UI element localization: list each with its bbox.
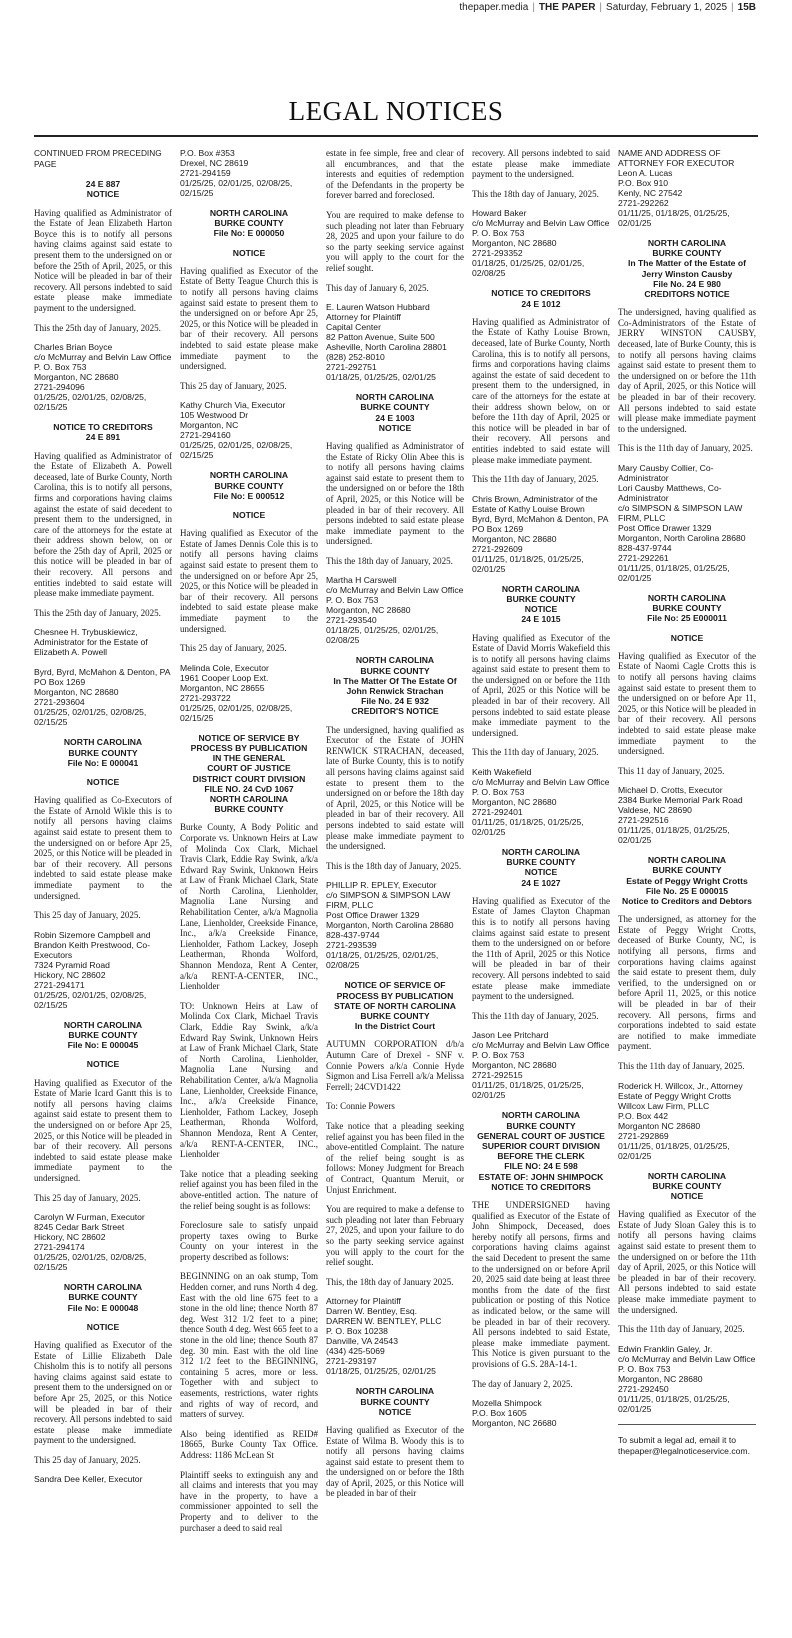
column-1: [34, 148, 172, 1623]
notice-signature: Martha H Carswell c/o McMurray and Belvin Law Office P. O. Box 753 Morganton, NC 28680 2721-293540 01/18/25, 01/25/25, 02/01/25, 02/08/25: [326, 575, 464, 646]
column-4: [472, 148, 610, 1623]
notice-signature: NAME AND ADDRESS OF ATTORNEY FOR EXECUTOR Leon A. Lucas P.O. Box 910 Kenly, NC 27542 2721-292262 01/11/25, 01/18/25, 01/25/25, 02/01/25: [618, 148, 735, 228]
notice-signature: Charles Brian Boyce c/o McMurray and Belvin Law Office P. O. Box 753 Morganton, NC 28680 2721-294096 01/25/25, 02/01/25, 02/08/25, 02/15/25: [34, 342, 172, 413]
notice-signature: Chris Brown, Administrator of the Estate of Kathy Louise Brown Byrd, Byrd, McMahon & Denton, PA PO Box 1269 Morganton, NC 28680 2721-292609 01/11/25, 01/18/25, 01/25/25, 02/01/25: [472, 493, 609, 574]
notice-paragraph: Having qualified as Administrator of the Estate of Kathy Louise Brown, deceased, late of Burke County, North Carolina, this is to notify all persons, firms and corporations having claims against the estate of said decedent to present them to the undersigned, in care of the attorneys for the estate at their address shown below, on or before the 11th day of April, 2025 or this notice will be pleaded in bar of their recovery. All persons and entities indebted to said estate will please make immediate payment.: [472, 316, 610, 465]
continued-label: CONTINUED FROM PRECEDING PAGE: [34, 148, 162, 169]
notice-heading: NORTH CAROLINA BURKE COUNTY File No: E 000050: [209, 208, 289, 239]
notice-heading: NORTH CAROLINA BURKE COUNTY GENERAL COURT OF JUSTICE SUPERIOR COURT DIVISION BEFORE THE CLERK FILE NO: 24 E 598 ESTATE OF: JOHN SHIMPOCK NOTICE TO CREDITORS: [477, 1110, 605, 1192]
notice-paragraph: This day of January 6, 2025.: [326, 282, 429, 293]
notice-heading: NORTH CAROLINA BURKE COUNTY File No: 25 E000011: [647, 592, 727, 624]
notice-paragraph: This is the 11th day of January, 2025.: [618, 443, 753, 454]
notice-paragraph: This the 11th day of January, 2025.: [472, 1010, 599, 1021]
notice-paragraph: Having qualified as Executor of the Estate of Marie Icard Gantt this is to notify all persons having claims against said estate to present them to the undersigned on or before Apr 25, 2025, or this Notice will be pleaded in bar of their recovery. All persons indebted to said estate please make immediate payment to the undersigned.: [34, 1077, 172, 1183]
notice-paragraph: You are required to make defense to such pleading not later than February 28, 2025 and upon your failure to do so the party seeking service against you will apply to the court for the relief sought.: [326, 209, 464, 273]
notice-signature: E. Lauren Watson Hubbard Attorney for Plaintiff Capital Center 82 Patton Avenue, Suite 500 Asheville, North Carolina 28801 (828) 252-8010 2721-292751 01/18/25, 01/25/25, 02/01/25: [326, 302, 447, 383]
notice-paragraph: Having qualified as Administrator of the Estate of Elizabeth A. Powell deceased, late of Burke County, North Carolina, this is to notify all persons, firms and corporations having claims against the estate of said decedent to present them to the undersigned, in care of the attorneys for the estate at their address shown below, on or before the 25th day of April, 2025 or this notice will be pleaded in bar of their recovery. All persons and entities indebted to said estate will please make immediate payment.: [34, 450, 172, 599]
notice-paragraph: To: Connie Powers: [326, 1101, 395, 1112]
notice-paragraph: This the 11th day of January, 2025.: [618, 1061, 745, 1072]
notice-paragraph: Having qualified as Executor of the Estate of Naomi Cagle Crotts this is to notify all persons having claims against said estate to present them to the undersigned on or before Apr 11, 2025, or this Notice will be pleaded in bar of their recovery. All persons indebted to said estate please make immediate payment to the undersigned.: [618, 650, 756, 757]
notice-paragraph: Having qualified as Executor of the Estate of David Morris Wakefield this is to notify all persons having claims against said estate to present them to the undersigned on or before the 11th of April, 2025 or this Notice will be pleaded in bar of their recovery. All persons indebted to said estate please make immediate payment to the undersigned.: [472, 632, 610, 738]
column-2: [180, 148, 318, 1623]
notice-signature: Howard Baker c/o McMurray and Belvin Law Office P. O. Box 753 Morganton, NC 28680 2721-293352 01/18/25, 01/25/25, 02/01/25, 02/08/25: [472, 208, 610, 279]
notice-heading: NORTH CAROLINA BURKE COUNTY NOTICE: [647, 1170, 727, 1202]
brand-name: THE PAPER: [538, 2, 596, 13]
notice-paragraph: Foreclosure sale to satisfy unpaid property taxes owing to Burke County on your interest in the property described as follows:: [180, 1220, 318, 1262]
notice-signature: Chesnee H. Trybuskiewicz, Administrator for the Estate of Elizabeth A. Powell: [34, 627, 148, 658]
notice-heading: NOTICE: [232, 509, 266, 520]
notice-paragraph: Having qualified as Executor of the Estate of Judy Sloan Galey this is to notify all persons having claims against said estate to present them to the undersigned on or before the 11th day of April, 2025, or this Notice will be pleaded in bar of their recovery. All persons indebted to said estate please make immediate payment to the undersigned.: [618, 1209, 756, 1315]
notice-paragraph: The undersigned, as attorney for the Estate of Peggy Wright Crotts, deceased of Burke County, NC, is notifying all persons, firms and corporations having claims against the said estate to present them, duly verified, to the undersigned on or before April 11, 2025, or this notice will be pleaded in bar of their recovery. All persons, firms and corporations indebted to said estate are notified to make immediate payment.: [618, 914, 756, 1052]
page-number: 15B: [737, 2, 756, 13]
notice-heading: NORTH CAROLINA BURKE COUNTY File No: E 000512: [209, 470, 289, 501]
notice-heading: NORTH CAROLINA BURKE COUNTY NOTICE 24 E 1015: [501, 583, 581, 625]
notice-paragraph: This 25 day of January, 2025.: [180, 380, 287, 391]
notices-columns: [34, 148, 758, 1623]
notice-paragraph: The undersigned, having qualified as Executor of the Estate of JOHN RENWICK STRACHAN, deceased, late of Burke County, this is to notify all persons having claims against said estate to present them to the undersigned on or before the 18th day of April, 2025, or this Notice will be pleaded in bar of their recovery. All persons indebted to said estate will please make immediate payment to the undersigned.: [326, 724, 464, 852]
notice-paragraph: TO: Unknown Heirs at Law of Molinda Cox Clark, Michael Travis Clark, Eddie Ray Swink, a/k/a Edward Ray Swink, Unknown Heirs at Law of Frank Michael Clark, State of North Carolina, Lienholder, Magnolia Lane Nursing and Rehabilitation Center, a/k/a Magnolia Lane, Lienholder, Creekside Finance, Inc., a/k/a Creekside Finance, Lienholder, Fathom Lackey, Joseph Leatherman, Rhonda Wolford, Shannon Mendoza, Rent A Center, a/k/a RENT-A-CENTER, INC., Lienholder: [180, 1000, 318, 1160]
notice-heading: NORTH CAROLINA BURKE COUNTY File No: E 000048: [63, 1282, 143, 1313]
notice-signature: Michael D. Crotts, Executor 2384 Burke Memorial Park Road Valdese, NC 28690 2721-292516 01/11/25, 01/18/25, 01/25/25, 02/01/25: [618, 785, 743, 846]
notice-paragraph: recovery. All persons indebted to said estate please make immediate payment to the undersigned.: [472, 148, 610, 180]
notice-heading: NOTICE: [86, 1059, 120, 1070]
header-line: thepaper.media | THE PAPER | Saturday, February 1, 2025 | 15B: [459, 2, 756, 13]
notice-paragraph: This 25 day of January, 2025.: [34, 1454, 141, 1465]
notice-paragraph: Having qualified as Executor of the Estate of Betty Teague Church this is to notify all persons having claims against said estate to present them to the undersigned on or before Apr 25, 2025, or this Notice will be pleaded in bar of their recovery. All persons indebted to said estate please make immediate payment to the undersigned.: [180, 265, 318, 372]
notice-paragraph: The day of January 2, 2025.: [472, 1378, 573, 1389]
notice-heading: NORTH CAROLINA BURKE COUNTY Estate of Peggy Wright Crotts File No. 25 E 000015 Notice to Creditors and Debtors: [622, 855, 752, 907]
notice-paragraph: Having qualified as Co-Executors of the Estate of Arnold Wikle this is to notify all persons having claims against said estate to present them to the undersigned on or before Apr 25, 2025, or this Notice will be pleaded in bar of their recovery. All persons indebted to said estate please make immediate payment to the undersigned.: [34, 795, 172, 901]
notice-heading: NORTH CAROLINA BURKE COUNTY NOTICE 24 E 1027: [501, 847, 581, 888]
notice-paragraph: This the 25th day of January, 2025.: [34, 607, 161, 618]
notice-signature: Mary Causby Collier, Co-Administrator Lori Causby Matthews, Co-Administrator c/o SIMPSON & SIMPSON LAW FIRM, PLLC Post Office Drawer 1329 Morganton, North Carolina 28680 828-437-9744 2721-292261 01/11/25, 01/18/25, 01/25/25, 02/01/25: [618, 462, 746, 583]
notice-heading: NOTICE TO CREDITORS 24 E 1012: [491, 288, 591, 309]
notice-paragraph: This 25 day of January, 2025.: [34, 910, 141, 921]
notice-paragraph: Burke County, A Body Politic and Corporate vs. Unknown Heirs at Law of Molinda Cox Clark, Michael Travis Clark, Eddie Ray Swink, a/k/a Edward Ray Swink, Unknown Heirs at Law of Frank Michael Clark, State of North Carolina, Lienholder, Magnolia Lane Nursing and Rehabilitation Center, a/k/a Magnolia Lane, Lienholder, Creekside Finance, Inc., a/k/a Creekside Finance, Lienholder, Fathom Lackey, Joseph Leatherman, Rhonda Wolford, Shannon Mendoza, Rent A Center, a/k/a RENT-A-CENTER, INC., Lienholder: [180, 822, 318, 992]
column-5: [618, 148, 756, 1623]
issue-date: Saturday, February 1, 2025: [606, 2, 728, 13]
notice-signature: Roderick H. Willcox, Jr., Attorney Estate of Peggy Wright Crotts Willcox Law Firm, PLLC P.O. Box 442 Morganton NC 28680 2721-292869 01/11/25, 01/18/25, 01/25/25, 02/01/25: [618, 1080, 743, 1161]
notice-signature: Carolyn W Furman, Executor 8245 Cedar Bark Street Hickory, NC 28602 2721-294174 01/25/25, 02/01/25, 02/08/25, 02/15/25: [34, 1212, 147, 1273]
notice-heading: NOTICE OF SERVICE OF PROCESS BY PUBLICATION STATE OF NORTH CAROLINA BURKE COUNTY In the District Court: [334, 980, 456, 1032]
notice-signature: Kathy Church Via, Executor 105 Westwood Dr Morganton, NC 2721-294160 01/25/25, 02/01/25, 02/08/25, 02/15/25: [180, 400, 293, 461]
notice-paragraph: This the 11th day of January, 2025.: [618, 1324, 745, 1335]
notice-paragraph: Also being identified as REID# 18665, Burke County Tax Office. Address: 1186 McLean St: [180, 1428, 318, 1460]
notice-paragraph: This 25 day of January, 2025.: [180, 643, 287, 654]
notice-heading: NORTH CAROLINA BURKE COUNTY NOTICE: [355, 1386, 435, 1417]
notice-paragraph: The undersigned, having qualified as Co-Administrators of the Estate of JERRY WINSTON CAUSBY, deceased, late of Burke County, this is to notify all persons having claims against said estate to present them to the undersigned on or before the 11th day of April, 2025, or this Notice will be pleaded in bar of their recovery. All persons indebted to said estate will please make immediate payment to the undersigned.: [618, 307, 756, 434]
notice-signature: Attorney for Plaintiff Darren W. Bentley, Esq. DARREN W. BENTLEY, PLLC P. O. Box 10238 Danville, VA 24543 (434) 425-5069 2721-293197 01/18/25, 01/25/25, 02/01/25: [326, 1296, 442, 1377]
notice-heading: NORTH CAROLINA BURKE COUNTY 24 E 1003 NOTICE: [355, 392, 435, 433]
notice-paragraph: This the 11th day of January, 2025.: [472, 474, 599, 485]
notice-heading: NOTICE TO CREDITORS 24 E 891: [53, 422, 153, 443]
notice-signature: Sandra Dee Keller, Executor: [34, 1474, 143, 1485]
notice-paragraph: Having qualified as Administrator of the Estate of Ricky Olin Abee this is to notify all persons having claims against said estate to present them to the undersigned on or before the 18th of April, 2025, or this Notice will be pleaded in bar of their recovery. All persons indebted to said estate please make immediate payment to the undersigned.: [326, 440, 464, 547]
notice-paragraph: Take notice that a pleading seeking relief against you has been filed in the above-entitled Complaint. The nature of the relief being sought is as follows: Money Judgment for Breach of Contract, Quantum Meruit, or Unjust Enrichment.: [326, 1120, 464, 1195]
notice-paragraph: This the 18th day of January, 2025.: [326, 555, 453, 566]
notice-signature: P.O. Box #353 Drexel, NC 28619 2721-294159 01/25/25, 02/01/25, 02/08/25, 02/15/25: [180, 148, 293, 198]
notice-paragraph: Having qualified as Executor of the Estate of Wilma B. Woody this is to notify all persons having claims against said estate to present them to the undersigned on or before the 18th day of April, 2025, or this Notice will be pleaded in bar of their: [326, 1424, 464, 1499]
notice-heading: NOTICE: [232, 247, 266, 258]
notice-signature: Keith Wakefield c/o McMurray and Belvin Law Office P. O. Box 753 Morganton, NC 28680 2721-292401 01/11/25, 01/18/25, 01/25/25, 02/01/25: [472, 767, 610, 838]
notice-paragraph: This the 18th day of January, 2025.: [472, 188, 599, 199]
section-title: LEGAL NOTICES: [288, 96, 504, 126]
notice-paragraph: Having qualified as Executor of the Estate of Lillie Elizabeth Dale Chisholm this is to notify all persons having claims against said estate to present them to the undersigned on or before Apr 25, 2025, or this Notice will be pleaded in bar of their recovery. All persons indebted to said estate please make immediate payment to the undersigned.: [34, 1339, 172, 1446]
notice-heading: NORTH CAROLINA BURKE COUNTY In The Matter of the Estate of Jerry Winston Causby File No. 24 E 980 CREDITORS NOTICE: [628, 238, 746, 300]
notice-heading: NORTH CAROLINA BURKE COUNTY File No: E 000045: [63, 1019, 143, 1051]
notice-signature: Byrd, Byrd, McMahon & Denton, PA PO Box 1269 Morganton, NC 28680 2721-293604 01/25/25, 02/01/25, 02/08/25, 02/15/25: [34, 667, 171, 728]
notice-heading: NOTICE: [670, 632, 704, 643]
notice-heading: NOTICE OF SERVICE BY PROCESS BY PUBLICATION IN THE GENERAL COURT OF JUSTICE DISTRICT COURT DIVISION FILE NO. 24 CvD 1067 NORTH CAROLINA BURKE COUNTY: [190, 732, 308, 815]
notice-heading: NORTH CAROLINA BURKE COUNTY File No: E 000041: [63, 737, 143, 768]
submission-footer[interactable]: To submit a legal ad, email it to thepaper@legalnoticeservice.com.: [618, 1424, 756, 1457]
notice-signature: Edwin Franklin Galey, Jr. c/o McMurray and Belvin Law Office P. O. Box 753 Morganton, NC 28680 2721-292450 01/11/25, 01/18/25, 01/25/25, 02/01/25: [618, 1343, 756, 1414]
notice-paragraph: This 25 day of January, 2025.: [34, 1192, 141, 1203]
notice-signature: Jason Lee Pritchard c/o McMurray and Belvin Law Office P. O. Box 753 Morganton, NC 28680 2721-292515 01/11/25, 01/18/25, 01/25/25, 02/01/25: [472, 1030, 610, 1101]
notice-signature: Melinda Cole, Executor 1961 Cooper Loop Ext. Morganton, NC 28655 2721-293722 01/25/25, 02/01/25, 02/08/25, 02/15/25: [180, 662, 293, 723]
notice-paragraph: BEGINNING on an oak stump, Tom Hedden corner, and runs North 4 deg. East with the old line 675 feet to a stone in the old line; thence North 87 deg. West 312 1/2 feet to a pine; thence South 4 deg. West 665 feet to a stone in the old line; thence South 87 deg. 30 min. East with the old line 312 1/2 feet to the BEGINNING, containing 5 acres, more or less. Together with and subject to easements, restrictions, water rights and rights of way of record, and matters of survey.: [180, 1271, 318, 1420]
notice-heading: 24 E 887 NOTICE: [85, 179, 121, 200]
notice-signature: Robin Sizemore Campbell and Brandon Keith Prestwood, Co-Executors 7324 Pyramid Road Hickory, NC 28602 2721-294171 01/25/25, 02/01/25, 02/08/25, 02/15/25: [34, 929, 151, 1010]
notice-paragraph: This the 11th day of January, 2025.: [472, 747, 599, 758]
site-url[interactable]: thepaper.media: [459, 2, 529, 13]
notice-paragraph: AUTUMN CORPORATION d/b/a Autumn Care of Drexel - SNF v. Connie Powers a/k/a Connie Hyde Sigmon and Lisa Ferrell a/k/a Melissa Ferrell; 24CVD1422: [326, 1039, 464, 1092]
title-rule: [34, 135, 758, 137]
notice-paragraph: Plaintiff seeks to extinguish any and all claims and interests that you may have in the property, to have a commissioner appointed to sell the Property and to deliver to the purchaser a deed to said real: [180, 1469, 318, 1533]
notice-paragraph: THE UNDERSIGNED having qualified as Executor of the Estate of John Shimpock, Deceased, does hereby notify all persons, firms and corporations having claims against the said Decedent to present the same to the undersigned on or before April 20, 2025 said date being at least three months from the date of the first publication or posting of this Notice as indicated below, or the same will be pleaded in bar of their recovery. All persons indebted to said Estate, please make immediate payment. This Notice is given pursuant to the provisions of G.S. 28A-14-1.: [472, 1200, 610, 1369]
notice-signature: Mozella Shimpock P.O. Box 1605 Morganton, NC 26680: [472, 1398, 557, 1429]
notice-signature: PHILLIP R. EPLEY, Executor c/o SIMPSON & SIMPSON LAW FIRM, PLLC Post Office Drawer 1329 Morganton, North Carolina 28680 828-437-9744 2721-293539 01/18/25, 01/25/25, 02/01/25, 02/08/25: [326, 880, 454, 971]
column-3: [326, 148, 464, 1623]
notice-paragraph: You are required to make a defense to such pleading not later than February 27, 2025, and upon your failure to do so the party seeking service against you will apply to the court for the relief sought.: [326, 1204, 464, 1268]
notice-heading: NORTH CAROLINA BURKE COUNTY In The Matter Of The Estate Of John Renwick Strachan File No. 24 E 932 CREDITOR'S NOTICE: [333, 655, 457, 717]
notice-paragraph: This is the 18th day of January, 2025.: [326, 860, 462, 871]
notice-paragraph: Having qualified as Executor of the Estate of James Dennis Cole this is to notify all persons having claims against said estate to present them to the undersigned on or before Apr 25, 2025, or this Notice will be pleaded in bar of their recovery. All persons indebted to said estate please make immediate payment to the undersigned.: [180, 528, 318, 634]
notice-paragraph: estate in fee simple, free and clear of all encumbrances, and that the interests and equities of redemption of the Defendants in the property be forever barred and foreclosed.: [326, 148, 464, 201]
notice-heading: NOTICE: [86, 777, 120, 788]
notice-paragraph: This 11 day of January, 2025.: [618, 765, 725, 776]
notice-paragraph: This, the 18th day of January 2025.: [326, 1276, 454, 1287]
notice-paragraph: This the 25th day of January, 2025.: [34, 322, 161, 333]
notice-paragraph: Having qualified as Administrator of the Estate of Jean Elizabeth Harton Boyce this is to notify all persons having claims against said estate to present them to the undersigned on or before the 25th of April, 2025, or this Notice will be pleaded in bar of their recovery. All persons indebted to said estate please make immediate payment to the undersigned.: [34, 207, 172, 313]
page-header: [0, 0, 792, 24]
notice-paragraph: Take notice that a pleading seeking relief against you has been filed in the above-entitled action. The nature of the relief being sought is as follows:: [180, 1168, 318, 1211]
notice-heading: NOTICE: [86, 1321, 120, 1332]
notice-paragraph: Having qualified as Executor of the Estate of James Clayton Chapman this is to notify all persons having claims against said estate to present them to the undersigned on or before the 11th of April, 2025 or this Notice will be pleaded in bar of their recovery. All persons indebted to said estate please make immediate payment to the undersigned.: [472, 895, 610, 1002]
